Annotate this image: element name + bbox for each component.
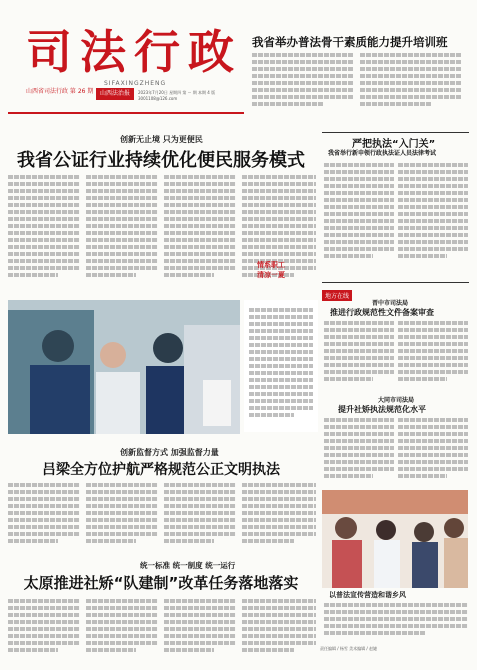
right-2-kicker: 大同市司法局: [378, 397, 415, 404]
main-col-3: [164, 172, 236, 294]
main-col-1: [8, 172, 80, 294]
right-rule-1: [322, 132, 469, 133]
bottom-right-headline: 以普法宣传营造和谐乡风: [329, 591, 406, 599]
police-photo-figures: [8, 300, 240, 434]
edition-label: 山西省司法行政 第 26 期: [26, 88, 94, 95]
lower-col-3: [164, 480, 236, 556]
lower-col-1: [8, 480, 80, 556]
right-1-col-2: [398, 318, 468, 392]
bottom-col-2: [86, 596, 158, 660]
lower-col-4: [242, 480, 316, 556]
bottom-col-3: [164, 596, 236, 660]
bottom-col-1: [8, 596, 80, 660]
lower-headline: 吕梁全方位护航严格规范公正文明执法: [42, 462, 280, 478]
footer-credits: 责任编辑 / 杨雪 美术编辑 / 赵婕: [320, 646, 378, 651]
bottom-right-photo: [322, 490, 468, 588]
right-1-headline: 推进行政规范性文件备案审查: [330, 308, 434, 317]
top-right-headline: 我省举办普法骨干素质能力提升培训班: [252, 35, 448, 49]
right-2-col-2: [398, 415, 468, 485]
paper-logo: 山西法治报: [96, 88, 134, 100]
top-right-col-2: [360, 50, 461, 120]
date-line: 2023年7月20日 星期四 第 ··· 期 本期 4 版: [138, 90, 216, 95]
local-section-bar: [322, 282, 469, 300]
top-right-col-1: [252, 50, 353, 120]
police-photo: [8, 300, 240, 434]
right-2-headline: 提升社矫执法规范化水平: [338, 405, 426, 414]
photo-tag-2: 清凉一夏: [257, 271, 285, 279]
right-2-col-1: [324, 415, 394, 485]
photo-tag-1: 情系职工: [257, 261, 285, 269]
main-kicker: 创新无止境 只为更便民: [120, 135, 203, 144]
right-mid-col-1: [324, 160, 394, 280]
local-section-label: 地方在线: [322, 290, 352, 301]
lower-col-2: [86, 480, 158, 556]
main-headline: 我省公证行业持续优化便民服务模式: [17, 150, 305, 171]
right-mid-subtitle: 我省举行新申领行政执法证人员法律考试: [328, 150, 437, 157]
email-line: 3001108@126.com: [138, 96, 178, 101]
bottom-headline: 太原推进社矫“队建制”改革任务落地落实: [23, 574, 299, 592]
photo-caption-box: [244, 300, 318, 432]
masthead-title: 司法行政: [26, 25, 242, 79]
right-mid-headline: 严把执法“入门关”: [352, 139, 436, 150]
masthead-rule: [8, 112, 244, 114]
bottom-right-photo-figures: [322, 490, 468, 588]
right-1-kicker: 晋中市司法局: [372, 300, 409, 307]
bottom-col-4: [242, 596, 316, 660]
bottom-right-text: [324, 600, 468, 640]
right-1-col-1: [324, 318, 394, 392]
right-mid-col-2: [398, 160, 468, 280]
bottom-kicker: 统一标准 统一制度 统一运行: [140, 561, 236, 570]
main-col-2: [86, 172, 158, 294]
masthead-pinyin: SIFAXINGZHENG: [104, 80, 167, 87]
lower-kicker: 创新监督方式 加强监督力量: [120, 448, 219, 457]
